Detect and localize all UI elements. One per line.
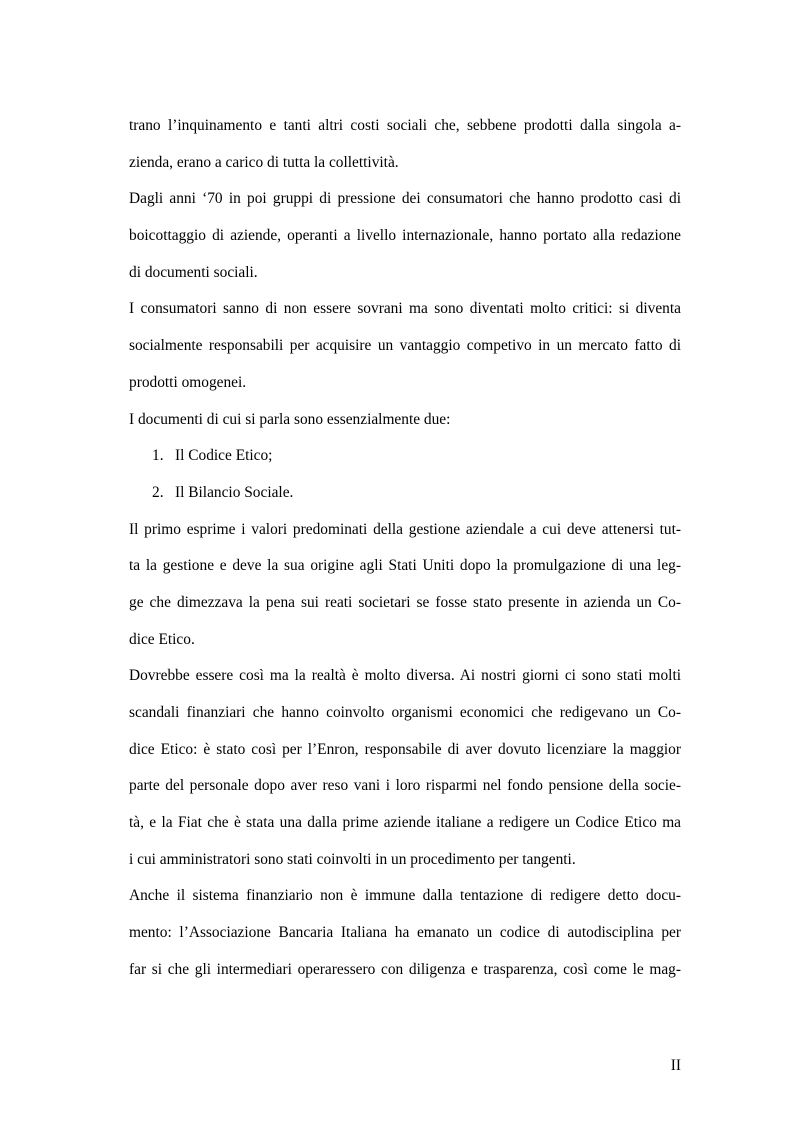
text-line: parte del personale dopo aver reso vani i loro risparmi nel fondo pensione della socie-: [129, 777, 681, 795]
text-line: far si che gli intermediari operaressero con diligenza e trasparenza, così come le mag-: [129, 960, 681, 978]
text-line: mento: l’Associazione Bancaria Italiana ha emanato un codice di autodisciplina per: [129, 924, 681, 942]
body-text: [129, 108, 681, 989]
list-item: [129, 438, 681, 475]
list-item-text: Il Bilancio Sociale.: [175, 483, 294, 501]
paragraph: [129, 512, 681, 659]
list-number: 1.: [152, 447, 164, 465]
paragraph: [129, 402, 681, 439]
page-number: II: [670, 1057, 681, 1074]
paragraph: [129, 291, 681, 401]
text-line: boicottaggio di aziende, operanti a livello internazionale, hanno portato alla redazione: [129, 227, 681, 245]
text-line: scandali finanziari che hanno coinvolto organismi economici che redigevano un Co-: [129, 704, 681, 721]
text-line: I documenti di cui si parla sono essenzialmente due:: [129, 410, 451, 428]
numbered-list: [129, 438, 681, 511]
list-number: 2.: [152, 483, 164, 501]
text-line: Anche il sistema finanziario non è immune dalla tentazione di redigere detto docu-: [129, 887, 681, 905]
text-line: I consumatori sanno di non essere sovrani ma sono diventati molto critici: si diventa: [129, 300, 681, 318]
text-line: dice Etico: è stato così per l’Enron, responsabile di aver dovuto licenziare la maggior: [129, 740, 681, 758]
paragraph: [129, 878, 681, 988]
text-line: ta la gestione e deve la sua origine agli Stati Uniti dopo la promulgazione di una leg-: [129, 557, 681, 575]
list-item: [129, 475, 681, 512]
paragraph: [129, 108, 681, 181]
text-line: tà, e la Fiat che è stata una dalla prime aziende italiane a redigere un Codice Etico ma: [129, 814, 681, 832]
text-line: di documenti sociali.: [129, 263, 258, 281]
text-line: dice Etico.: [129, 630, 195, 648]
text-line: socialmente responsabili per acquisire un vantaggio competivo in un mercato fatto di: [129, 337, 681, 355]
text-line: trano l’inquinamento e tanti altri costi sociali che, sebbene prodotti dalla singola a-: [129, 117, 681, 134]
paragraph: [129, 181, 681, 291]
text-line: i cui amministratori sono stati coinvolti in un procedimento per tangenti.: [129, 850, 576, 868]
text-line: Dovrebbe essere così ma la realtà è molto diversa. Ai nostri giorni ci sono stati molti: [129, 667, 681, 685]
text-line: Il primo esprime i valori predominati della gestione aziendale a cui deve attenersi tut-: [129, 520, 681, 538]
text-line: Dagli anni ‘70 in poi gruppi di pressione dei consumatori che hanno prodotto casi di: [129, 190, 681, 208]
text-line: ge che dimezzava la pena sui reati societari se fosse stato presente in azienda un Co-: [129, 593, 681, 611]
list-item-text: Il Codice Etico;: [175, 447, 273, 465]
text-line: zienda, erano a carico di tutta la collettività.: [129, 153, 399, 171]
paragraph: [129, 658, 681, 878]
text-line: prodotti omogenei.: [129, 373, 247, 391]
